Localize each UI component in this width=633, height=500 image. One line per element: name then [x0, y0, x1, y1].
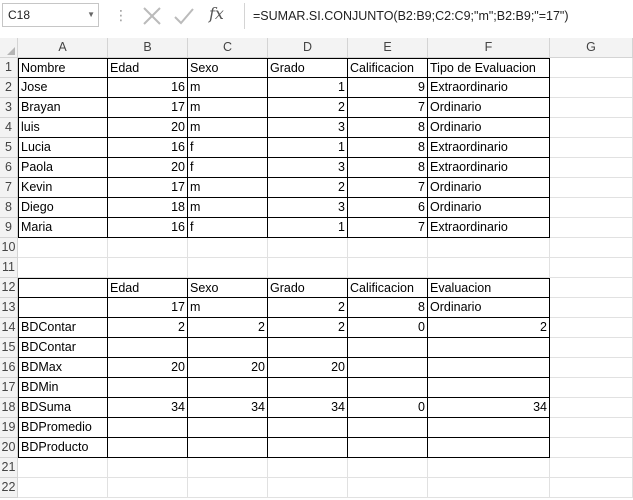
cell-e8[interactable]: 6: [348, 198, 428, 218]
cell-c12[interactable]: Sexo: [188, 278, 268, 298]
cell-d8[interactable]: 3: [268, 198, 348, 218]
cell-f21[interactable]: [428, 458, 550, 478]
cell-b14[interactable]: 2: [108, 318, 188, 338]
cell-a21[interactable]: [18, 458, 108, 478]
cell-d5[interactable]: 1: [268, 138, 348, 158]
cell-g17[interactable]: [550, 378, 633, 398]
cell-a17[interactable]: BDMin: [18, 378, 108, 398]
cell-g16[interactable]: [550, 358, 633, 378]
cell-b10[interactable]: [108, 238, 188, 258]
cell-c8[interactable]: m: [188, 198, 268, 218]
cell-f12[interactable]: Evaluacion: [428, 278, 550, 298]
row-header-19[interactable]: 19: [0, 418, 18, 438]
cell-e17[interactable]: [348, 378, 428, 398]
cell-b2[interactable]: 16: [108, 78, 188, 98]
cell-e7[interactable]: 7: [348, 178, 428, 198]
cell-e3[interactable]: 7: [348, 98, 428, 118]
cell-g10[interactable]: [550, 238, 633, 258]
cell-e18[interactable]: 0: [348, 398, 428, 418]
column-header-e[interactable]: E: [348, 38, 428, 58]
cell-c3[interactable]: m: [188, 98, 268, 118]
cell-f8[interactable]: Ordinario: [428, 198, 550, 218]
row-header-8[interactable]: 8: [0, 198, 18, 218]
name-box[interactable]: [2, 3, 99, 27]
cell-a8[interactable]: Diego: [18, 198, 108, 218]
column-header-b[interactable]: B: [108, 38, 188, 58]
cell-c13[interactable]: m: [188, 298, 268, 318]
cell-a16[interactable]: BDMax: [18, 358, 108, 378]
row-header-5[interactable]: 5: [0, 138, 18, 158]
cell-d11[interactable]: [268, 258, 348, 278]
cell-f9[interactable]: Extraordinario: [428, 218, 550, 238]
cell-c19[interactable]: [188, 418, 268, 438]
column-header-a[interactable]: A: [18, 38, 108, 58]
cell-e9[interactable]: 7: [348, 218, 428, 238]
cell-a12[interactable]: [18, 278, 108, 298]
cell-e20[interactable]: [348, 438, 428, 458]
cell-f20[interactable]: [428, 438, 550, 458]
row-header-2[interactable]: 2: [0, 78, 18, 98]
cell-g6[interactable]: [550, 158, 633, 178]
cell-d18[interactable]: 34: [268, 398, 348, 418]
cell-b5[interactable]: 16: [108, 138, 188, 158]
cell-a2[interactable]: Jose: [18, 78, 108, 98]
cell-d6[interactable]: 3: [268, 158, 348, 178]
formula-bar: [0, 0, 633, 34]
row-header-7[interactable]: 7: [0, 178, 18, 198]
cell-e16[interactable]: [348, 358, 428, 378]
cell-c1[interactable]: Sexo: [188, 58, 268, 78]
cell-c20[interactable]: [188, 438, 268, 458]
cell-c7[interactable]: m: [188, 178, 268, 198]
cell-a22[interactable]: [18, 478, 108, 498]
row-header-3[interactable]: 3: [0, 98, 18, 118]
cell-g12[interactable]: [550, 278, 633, 298]
cell-e10[interactable]: [348, 238, 428, 258]
row-header-20[interactable]: 20: [0, 438, 18, 458]
cell-f1[interactable]: Tipo de Evaluacion: [428, 58, 550, 78]
cell-e2[interactable]: 9: [348, 78, 428, 98]
cell-d10[interactable]: [268, 238, 348, 258]
cell-b16[interactable]: 20: [108, 358, 188, 378]
cell-c5[interactable]: f: [188, 138, 268, 158]
cell-a19[interactable]: BDPromedio: [18, 418, 108, 438]
cell-e4[interactable]: 8: [348, 118, 428, 138]
cell-f5[interactable]: Extraordinario: [428, 138, 550, 158]
row-header-10[interactable]: 10: [0, 238, 18, 258]
row-header-14[interactable]: 14: [0, 318, 18, 338]
cell-g20[interactable]: [550, 438, 633, 458]
column-header-c[interactable]: C: [188, 38, 268, 58]
cell-b8[interactable]: 18: [108, 198, 188, 218]
cell-g15[interactable]: [550, 338, 633, 358]
cell-g5[interactable]: [550, 138, 633, 158]
cell-c6[interactable]: f: [188, 158, 268, 178]
cell-f22[interactable]: [428, 478, 550, 498]
cell-b19[interactable]: [108, 418, 188, 438]
cell-b4[interactable]: 20: [108, 118, 188, 138]
cell-e12[interactable]: Calificacion: [348, 278, 428, 298]
row-header-1[interactable]: 1: [0, 58, 18, 78]
cell-c18[interactable]: 34: [188, 398, 268, 418]
column-header-d[interactable]: D: [268, 38, 348, 58]
cell-d9[interactable]: 1: [268, 218, 348, 238]
cell-a10[interactable]: [18, 238, 108, 258]
cell-c11[interactable]: [188, 258, 268, 278]
cell-c2[interactable]: m: [188, 78, 268, 98]
cell-c17[interactable]: [188, 378, 268, 398]
cell-a3[interactable]: Brayan: [18, 98, 108, 118]
cell-f3[interactable]: Ordinario: [428, 98, 550, 118]
cell-b6[interactable]: 20: [108, 158, 188, 178]
cell-c10[interactable]: [188, 238, 268, 258]
cell-f6[interactable]: Extraordinario: [428, 158, 550, 178]
cell-f4[interactable]: Ordinario: [428, 118, 550, 138]
cell-g7[interactable]: [550, 178, 633, 198]
cell-f11[interactable]: [428, 258, 550, 278]
cell-g22[interactable]: [550, 478, 633, 498]
cell-g19[interactable]: [550, 418, 633, 438]
cell-c16[interactable]: 20: [188, 358, 268, 378]
row-header-6[interactable]: 6: [0, 158, 18, 178]
row-header-12[interactable]: 12: [0, 278, 18, 298]
cell-g8[interactable]: [550, 198, 633, 218]
name-box-value: C18: [8, 8, 31, 22]
cell-g11[interactable]: [550, 258, 633, 278]
column-header-f[interactable]: F: [428, 38, 550, 58]
cell-f13[interactable]: Ordinario: [428, 298, 550, 318]
cell-f18[interactable]: 34: [428, 398, 550, 418]
cell-g1[interactable]: [550, 58, 633, 78]
row-header-17[interactable]: 17: [0, 378, 18, 398]
cell-b20[interactable]: [108, 438, 188, 458]
insert-function-icon[interactable]: fx: [209, 4, 224, 23]
cell-d3[interactable]: 2: [268, 98, 348, 118]
cell-f10[interactable]: [428, 238, 550, 258]
cell-a6[interactable]: Paola: [18, 158, 108, 178]
cell-a9[interactable]: Maria: [18, 218, 108, 238]
cell-a15[interactable]: BDContar: [18, 338, 108, 358]
cell-f14[interactable]: 2: [428, 318, 550, 338]
select-all-corner[interactable]: [0, 38, 18, 58]
row-header-13[interactable]: 13: [0, 298, 18, 318]
row-header-15[interactable]: 15: [0, 338, 18, 358]
cell-a1[interactable]: Nombre: [18, 58, 108, 78]
cell-e14[interactable]: 0: [348, 318, 428, 338]
cell-g9[interactable]: [550, 218, 633, 238]
cell-d13[interactable]: 2: [268, 298, 348, 318]
cell-b13[interactable]: 17: [108, 298, 188, 318]
column-header-g[interactable]: G: [550, 38, 633, 58]
cell-b21[interactable]: [108, 458, 188, 478]
cell-a5[interactable]: Lucia: [18, 138, 108, 158]
cell-c9[interactable]: f: [188, 218, 268, 238]
cell-a18[interactable]: BDSuma: [18, 398, 108, 418]
cell-b17[interactable]: [108, 378, 188, 398]
cell-b11[interactable]: [108, 258, 188, 278]
cell-b22[interactable]: [108, 478, 188, 498]
cell-e15[interactable]: [348, 338, 428, 358]
cell-b7[interactable]: 17: [108, 178, 188, 198]
cell-g21[interactable]: [550, 458, 633, 478]
row-header-4[interactable]: 4: [0, 118, 18, 138]
row-header-18[interactable]: 18: [0, 398, 18, 418]
cell-d19[interactable]: [268, 418, 348, 438]
chevron-down-icon[interactable]: ▼: [87, 10, 95, 19]
cell-d16[interactable]: 20: [268, 358, 348, 378]
row-header-22[interactable]: 22: [0, 478, 18, 498]
cell-d15[interactable]: [268, 338, 348, 358]
enter-check-icon[interactable]: [170, 3, 198, 29]
cell-c22[interactable]: [188, 478, 268, 498]
cell-a13[interactable]: [18, 298, 108, 318]
cell-a14[interactable]: BDContar: [18, 318, 108, 338]
select-all-triangle-icon: [7, 47, 15, 55]
drag-handle-icon[interactable]: ⋮: [114, 7, 128, 23]
cell-b1[interactable]: Edad: [108, 58, 188, 78]
cell-b15[interactable]: [108, 338, 188, 358]
cell-e19[interactable]: [348, 418, 428, 438]
cell-f17[interactable]: [428, 378, 550, 398]
cell-g14[interactable]: [550, 318, 633, 338]
cell-e21[interactable]: [348, 458, 428, 478]
row-header-11[interactable]: 11: [0, 258, 18, 278]
cell-e13[interactable]: 8: [348, 298, 428, 318]
cell-e5[interactable]: 8: [348, 138, 428, 158]
cell-a11[interactable]: [18, 258, 108, 278]
cell-d1[interactable]: Grado: [268, 58, 348, 78]
cell-d22[interactable]: [268, 478, 348, 498]
cell-f19[interactable]: [428, 418, 550, 438]
cell-c15[interactable]: [188, 338, 268, 358]
cell-c14[interactable]: 2: [188, 318, 268, 338]
cell-d20[interactable]: [268, 438, 348, 458]
cell-b9[interactable]: 16: [108, 218, 188, 238]
cell-a4[interactable]: luis: [18, 118, 108, 138]
cell-d7[interactable]: 2: [268, 178, 348, 198]
cell-g18[interactable]: [550, 398, 633, 418]
cell-e6[interactable]: 8: [348, 158, 428, 178]
cell-d2[interactable]: 1: [268, 78, 348, 98]
cell-f15[interactable]: [428, 338, 550, 358]
cell-g4[interactable]: [550, 118, 633, 138]
cell-d14[interactable]: 2: [268, 318, 348, 338]
cell-b3[interactable]: 17: [108, 98, 188, 118]
cell-a20[interactable]: BDProducto: [18, 438, 108, 458]
cell-e11[interactable]: [348, 258, 428, 278]
cancel-icon[interactable]: [138, 3, 166, 29]
cell-d17[interactable]: [268, 378, 348, 398]
cell-g2[interactable]: [550, 78, 633, 98]
cell-b18[interactable]: 34: [108, 398, 188, 418]
cell-d21[interactable]: [268, 458, 348, 478]
cell-a7[interactable]: Kevin: [18, 178, 108, 198]
cell-d12[interactable]: Grado: [268, 278, 348, 298]
formula-input[interactable]: =SUMAR.SI.CONJUNTO(B2:B9;C2:C9;"m";B2:B9;"=17"): [244, 3, 633, 29]
cell-d4[interactable]: 3: [268, 118, 348, 138]
cell-b12[interactable]: Edad: [108, 278, 188, 298]
row-header-21[interactable]: 21: [0, 458, 18, 478]
cell-c4[interactable]: m: [188, 118, 268, 138]
cell-f7[interactable]: Ordinario: [428, 178, 550, 198]
row-header-9[interactable]: 9: [0, 218, 18, 238]
cell-e22[interactable]: [348, 478, 428, 498]
cell-e1[interactable]: Calificacion: [348, 58, 428, 78]
cell-f2[interactable]: Extraordinario: [428, 78, 550, 98]
cell-f16[interactable]: [428, 358, 550, 378]
cell-c21[interactable]: [188, 458, 268, 478]
row-header-16[interactable]: 16: [0, 358, 18, 378]
cell-g13[interactable]: [550, 298, 633, 318]
cell-g3[interactable]: [550, 98, 633, 118]
